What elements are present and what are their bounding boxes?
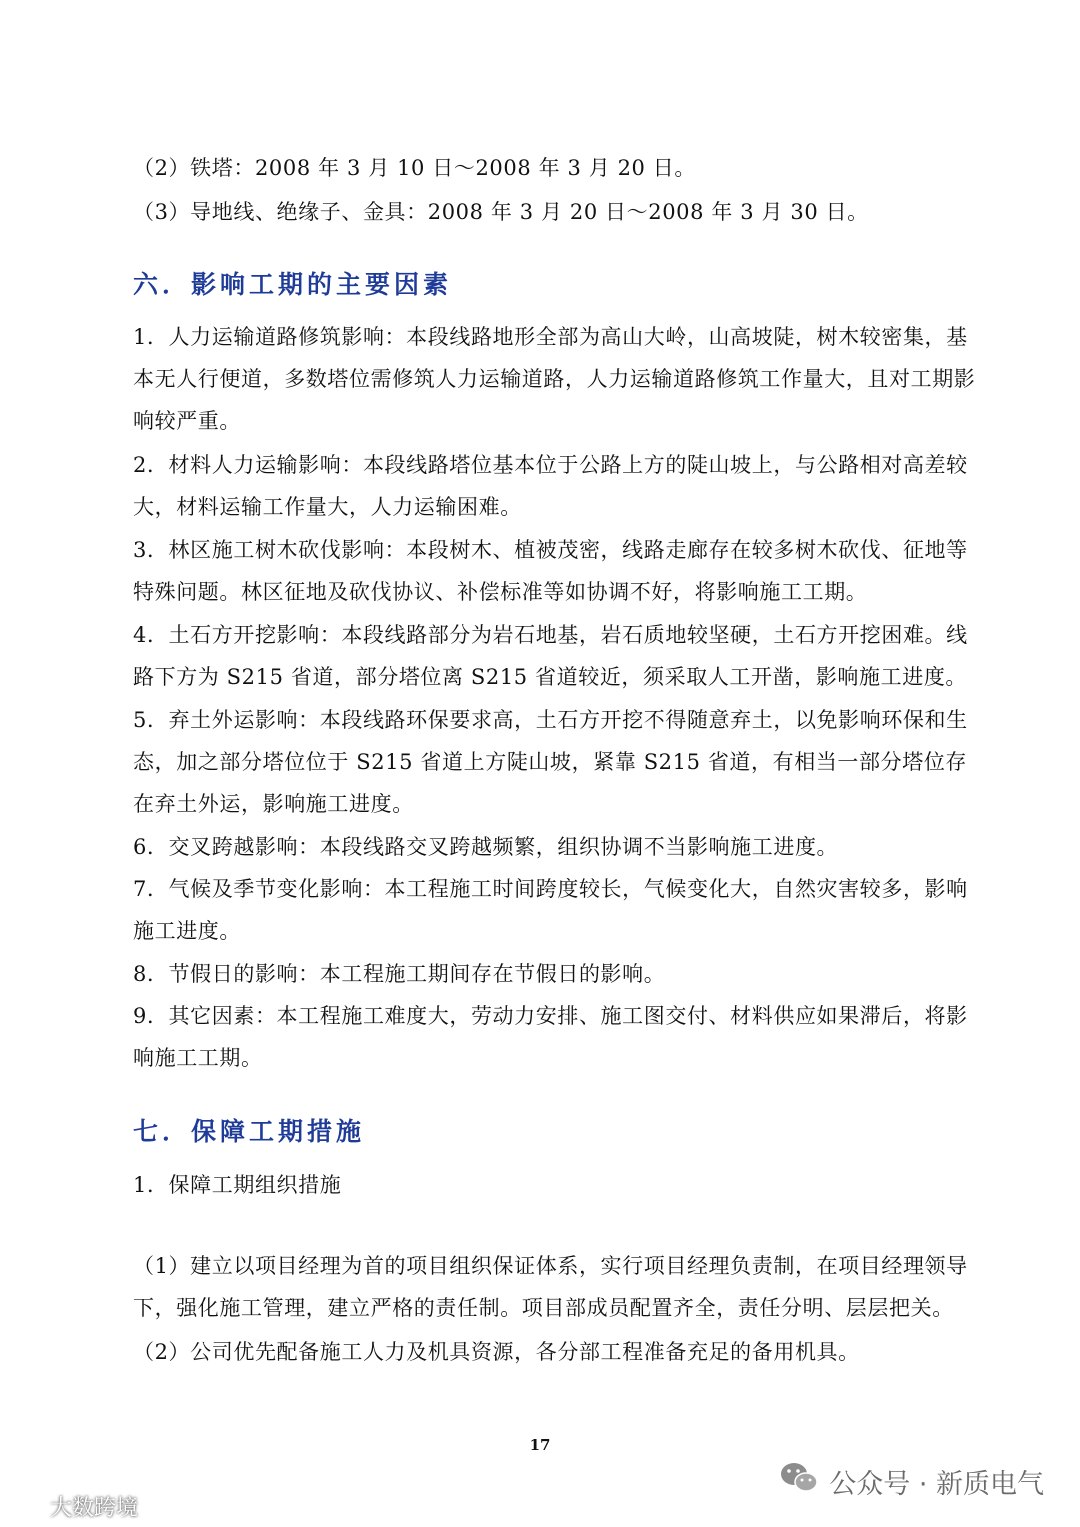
factor-6: 6．交叉跨越影响：本段线路交叉跨越频繁，组织协调不当影响施工进度。 bbox=[133, 835, 839, 859]
watermark-weibo bbox=[6, 1489, 138, 1523]
factor-4: 4．土石方开挖影响：本段线路部分为岩石地基，岩石质地较坚硬，土石方开挖困难。线路下方为 S215 省道，部分塔位离 S215 省道较近，须采取人工开凿，影响施工进度。 bbox=[133, 623, 968, 689]
weibo-icon bbox=[6, 1489, 46, 1523]
factor-8: 8．节假日的影响：本工程施工期间存在节假日的影响。 bbox=[133, 962, 666, 986]
factor-1: 1．人力运输道路修筑影响：本段线路地形全部为高山大岭，山高坡陡，树木较密集，基本无人行便道，多数塔位需修筑人力运输道路，人力运输道路修筑工作量大，且对工期影响较严重。 bbox=[133, 325, 976, 433]
watermark-right-text: 公众号 · 新质电气 bbox=[829, 1469, 1044, 1500]
factor-2: 2．材料人力运输影响：本段线路塔位基本位于公路上方的陡山坡上，与公路相对高差较大，材料运输工作量大，人力运输困难。 bbox=[133, 453, 968, 519]
measure-1: （1）建立以项目经理为首的项目组织保证体系，实行项目经理负责制，在项目经理领导下，强化施工管理，建立严格的责任制。项目部成员配置齐全，责任分明、层层把关。 bbox=[133, 1254, 968, 1320]
measure-2: （2）公司优先配备施工人力及机具资源，各分部工程准备充足的备用机具。 bbox=[133, 1340, 860, 1364]
page-number: 17 bbox=[529, 1436, 551, 1454]
section-7-heading: 七．保障工期措施 bbox=[133, 1117, 366, 1146]
watermark-left-text: 大数跨境 bbox=[50, 1495, 139, 1521]
schedule-item-2: （2）铁塔：2008 年 3 月 10 日～2008 年 3 月 20 日。 bbox=[133, 156, 696, 180]
factor-9: 9．其它因素：本工程施工难度大，劳动力安排、施工图交付、材料供应如果滞后，将影响施工工期。 bbox=[133, 1004, 968, 1070]
schedule-item-3: （3）导地线、绝缘子、金具：2008 年 3 月 20 日～2008 年 3 月 30 日。 bbox=[133, 200, 869, 224]
factor-5: 5．弃土外运影响：本段线路环保要求高，土石方开挖不得随意弃土，以免影响环保和生态，加之部分塔位位于 S215 省道上方陡山坡，紧靠 S215 省道，有相当一部分塔位存在弃土外运，影响施工进度。 bbox=[133, 708, 968, 816]
watermark-wechat bbox=[779, 1461, 1044, 1502]
factor-3: 3．林区施工树木砍伐影响：本段树木、植被茂密，线路走廊存在较多树木砍伐、征地等特殊问题。林区征地及砍伐协议、补偿标准等如协调不好，将影响施工工期。 bbox=[133, 538, 968, 604]
factor-7: 7．气候及季节变化影响：本工程施工时间跨度较长，气候变化大，自然灾害较多，影响施工进度。 bbox=[133, 877, 968, 943]
section-7-subheading: 1．保障工期组织措施 bbox=[133, 1173, 342, 1197]
section-6-heading: 六．影响工期的主要因素 bbox=[133, 270, 453, 299]
wechat-icon bbox=[779, 1461, 819, 1502]
